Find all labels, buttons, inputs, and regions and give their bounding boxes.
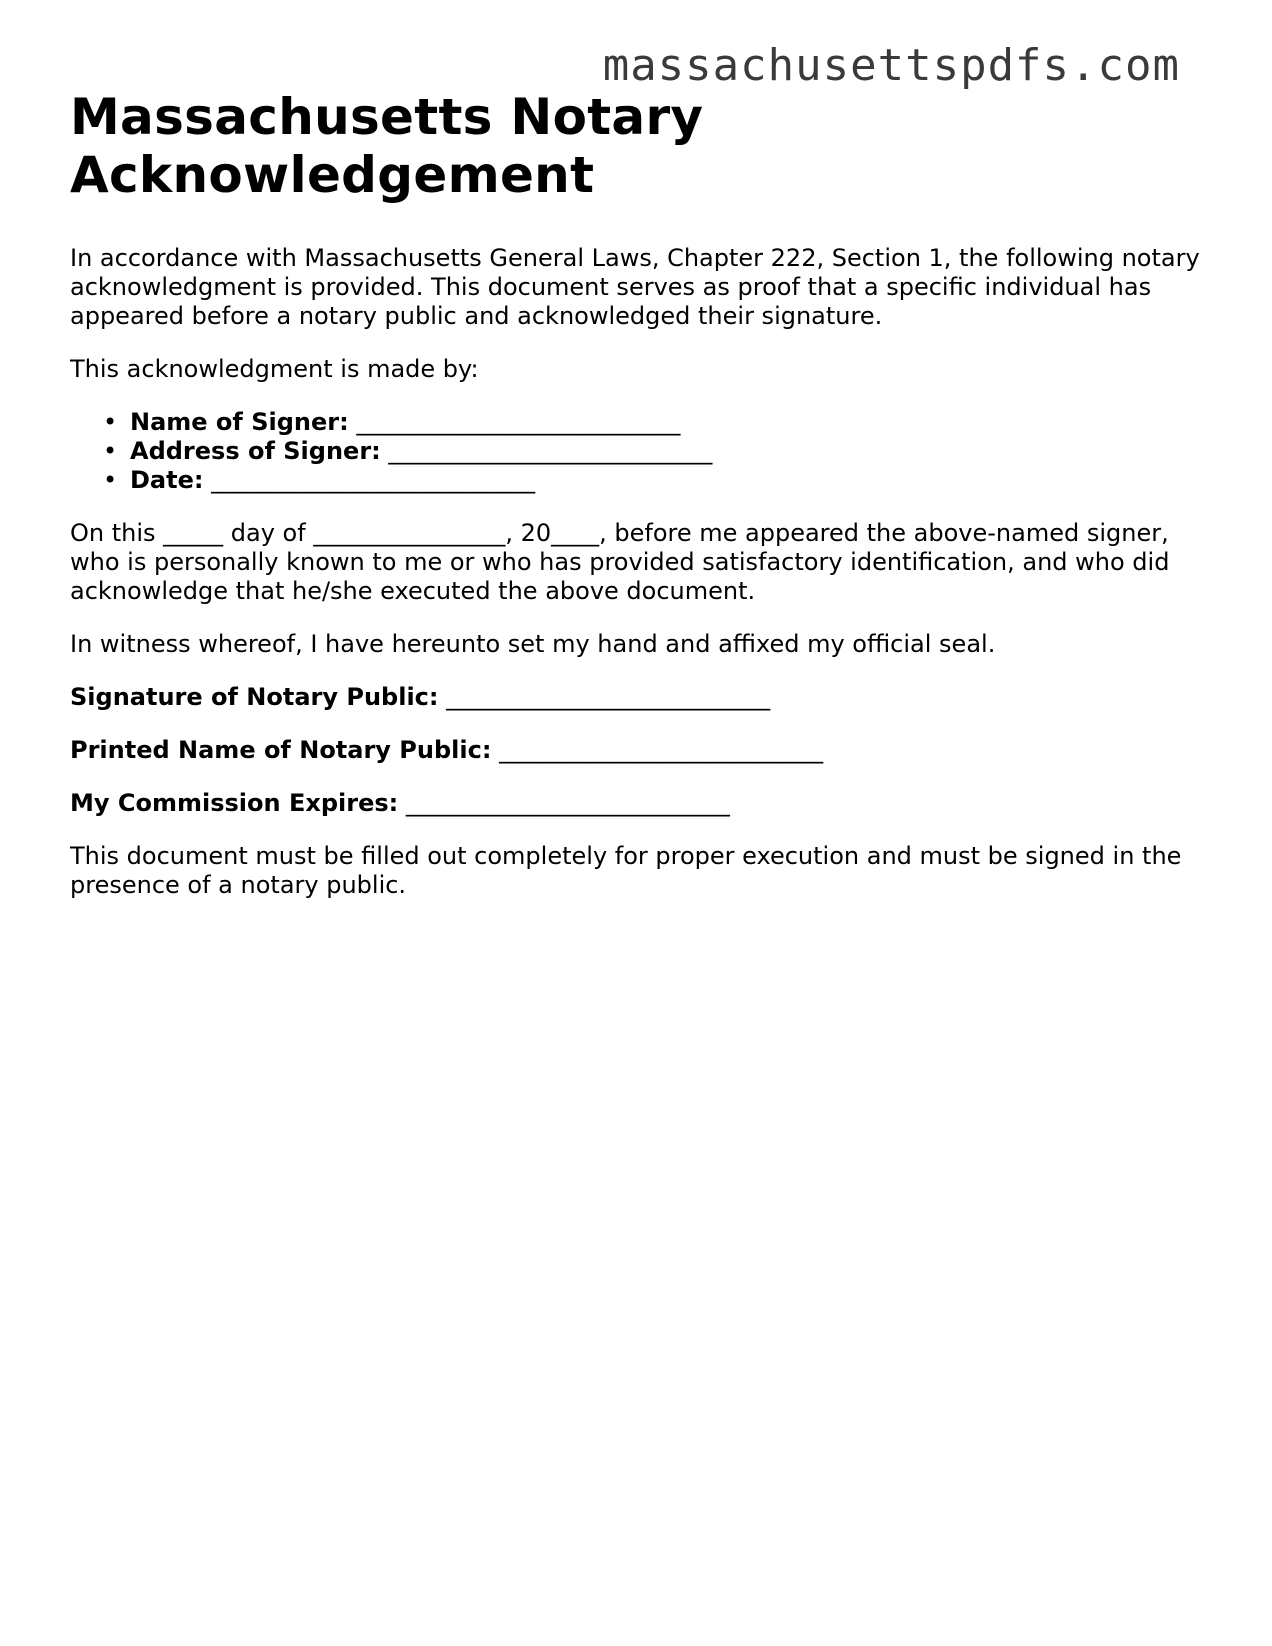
notary-printed-name-label: Printed Name of Notary Public: (70, 736, 492, 764)
made-by-text: This acknowledgment is made by: (70, 355, 479, 383)
closing-paragraph: This document must be filled out completely for proper execution and must be signed in the presence of a notary public. (70, 842, 1182, 899)
signer-address-blank[interactable]: ___________________________ (388, 437, 713, 465)
notary-signature-label: Signature of Notary Public: (70, 683, 439, 711)
signer-address-label: Address of Signer: (130, 437, 381, 465)
witness-paragraph: In witness whereof, I have hereunto set my hand and affixed my official seal. (70, 630, 996, 658)
notary-signature-line (70, 683, 1200, 712)
commission-expires-line (70, 789, 1200, 818)
document-title: Massachusetts Notary Acknowledgement (70, 88, 704, 204)
signer-name-item (103, 408, 1200, 437)
signer-name-blank[interactable]: ___________________________ (356, 408, 681, 436)
bullet: • (103, 437, 118, 465)
document-body (70, 88, 1200, 924)
bullet: • (103, 466, 118, 494)
signer-fields-list (70, 408, 1200, 495)
signer-date-item (103, 466, 1200, 495)
appearance-paragraph: On this _____ day of ________________, 20____, before me appeared the above-named signer, who is personally known to me or who has provided satisfactory identification, and who did acknowledge that he/she executed the above document. (70, 519, 1170, 605)
notary-printed-name-blank[interactable]: ___________________________ (499, 736, 824, 764)
notary-printed-name-line (70, 736, 1200, 765)
signer-address-item (103, 437, 1200, 466)
notary-signature-blank[interactable]: ___________________________ (446, 683, 771, 711)
intro-paragraph: In accordance with Massachusetts General Laws, Chapter 222, Section 1, the following notary acknowledgment is provided. This document serves as proof that a specific individual has appeared before a notary public and acknowledged their signature. (70, 244, 1200, 330)
signer-date-blank[interactable]: ___________________________ (211, 466, 536, 494)
site-watermark: massachusettspdfs.com (602, 40, 1180, 91)
signer-name-label: Name of Signer: (130, 408, 349, 436)
bullet: • (103, 408, 118, 436)
signer-date-label: Date: (130, 466, 204, 494)
commission-expires-label: My Commission Expires: (70, 789, 399, 817)
commission-expires-blank[interactable]: ___________________________ (405, 789, 730, 817)
